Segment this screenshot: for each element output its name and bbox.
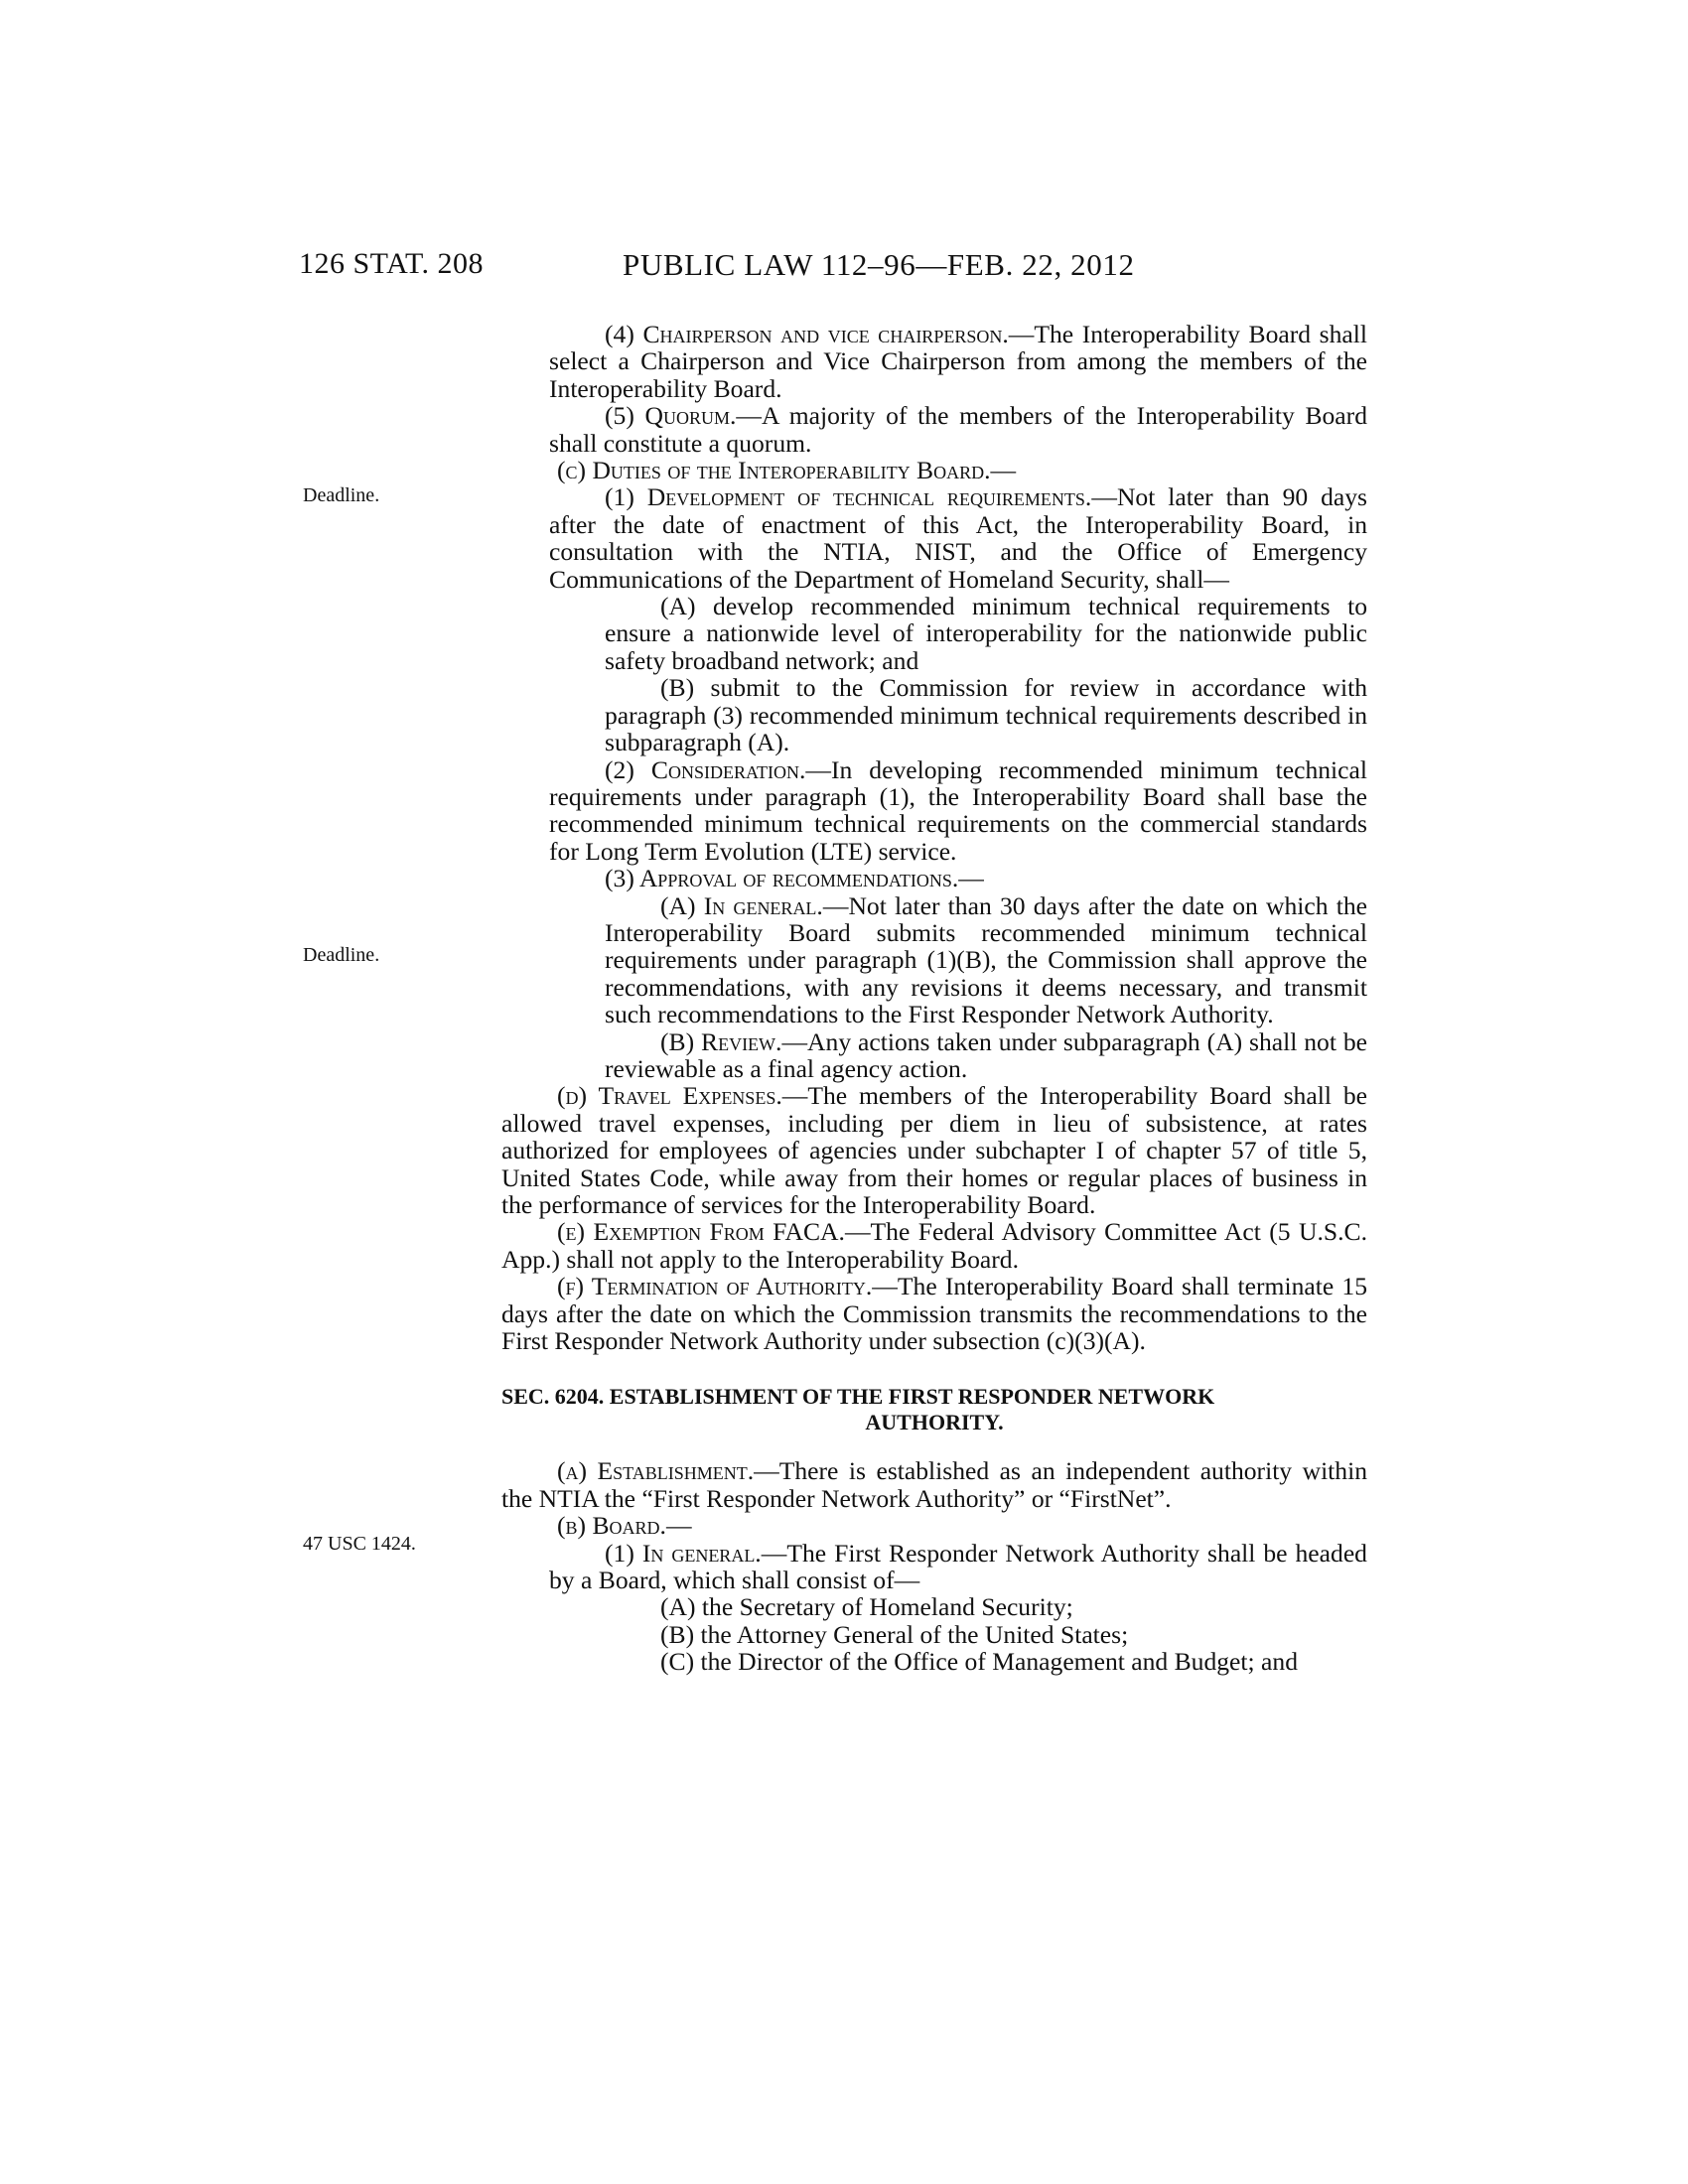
section-title: SEC. 6204. ESTABLISHMENT OF THE FIRST RESPONDER NETWORK: [501, 1384, 1215, 1410]
subsection-heading: (d) Travel Expenses.: [557, 1081, 782, 1111]
board-member-secretary: (A) the Secretary of Homeland Security;: [660, 1592, 1073, 1622]
paragraph-heading: (A) In general.: [660, 890, 823, 920]
margin-note-deadline: Deadline.: [303, 484, 380, 506]
subsection-termination: [501, 1273, 1367, 1354]
section-title-continued: AUTHORITY.: [865, 1410, 1004, 1435]
paragraph-consideration: [549, 756, 1367, 866]
margin-note-deadline: Deadline.: [303, 944, 380, 966]
paragraph-heading: (1) In general.: [605, 1538, 762, 1568]
board-member-omb-director: (C) the Director of the Office of Management and Budget; and: [660, 1647, 1298, 1677]
paragraph-text: —The First Responder Network Authority shall be headed by a Board, which shall consist of—: [549, 1538, 1367, 1595]
subsection-exemption-faca: [501, 1218, 1367, 1273]
subsection-heading: (a) Establishment.: [557, 1456, 755, 1486]
paragraph-text: —Any actions taken under subparagraph (A) shall not be reviewable as a final agency action.: [605, 1026, 1367, 1083]
margin-note-usc-citation: 47 USC 1424.: [303, 1533, 416, 1555]
section-6204-heading: [501, 1384, 1367, 1435]
paragraph-text: —: [958, 864, 984, 893]
subsection-establishment: [501, 1457, 1367, 1512]
paragraph-text: —A majority of the members of the Interoperability Board shall constitute a quorum.: [549, 401, 1367, 458]
paragraph-text: —There is established as an independent authority within the NTIA the “First Responder Network Authority” or “FirstNet”.: [501, 1456, 1368, 1513]
subsection-board: [501, 1512, 1367, 1539]
subsection-heading: (c) Duties of the Interoperability Board.: [557, 456, 991, 485]
subsection-duties: [501, 457, 1367, 483]
board-member-attorney-general: (B) the Attorney General of the United States;: [660, 1619, 1129, 1649]
subparagraph-b-submit: (B) submit to the Commission for review in accordance with paragraph (3) recommended minimum technical requirements described in subparagraph (A).: [605, 673, 1367, 757]
paragraph-text: —The Interoperability Board shall select a Chairperson and Vice Chairperson from among the members of the Interoperability Board.: [549, 320, 1367, 403]
paragraph-text: —The Federal Advisory Committee Act (5 U.S.C. App.) shall not apply to the Interoperability Board.: [501, 1217, 1367, 1274]
statute-body-text: [501, 321, 1367, 1676]
paragraph-heading: (3) Approval of recommendations.: [605, 864, 959, 893]
paragraph-heading: (B) Review.: [660, 1026, 782, 1056]
statute-page-number: 126 STAT. 208: [299, 247, 485, 280]
paragraph-board-in-general: [549, 1540, 1367, 1594]
paragraph-heading: (5) Quorum.: [605, 401, 737, 431]
paragraph-text: —: [990, 456, 1017, 485]
public-law-header: PUBLIC LAW 112–96—FEB. 22, 2012: [623, 247, 1135, 282]
paragraph-approval: [549, 865, 1367, 891]
paragraph-heading: (2) Consideration.: [605, 754, 806, 784]
paragraph-technical-requirements: [549, 483, 1367, 593]
subparagraph-review: [605, 1028, 1367, 1083]
paragraph-heading: (4) Chairperson and vice chairperson.: [605, 320, 1009, 348]
subsection-heading: (b) Board.: [557, 1511, 666, 1541]
paragraph-quorum: [549, 402, 1367, 457]
subsection-heading: (e) Exemption From FACA.: [557, 1217, 845, 1247]
paragraph-text: —Not later than 90 days after the date of enactment of this Act, the Interoperability Board, in consultation with the NTIA, NIST, and the Office of Emergency Communications of the Department of Homeland Security, shall—: [549, 482, 1367, 594]
paragraph-text: —The members of the Interoperability Board shall be allowed travel expenses, including per diem in lieu of subsistence, at rates authorized for employees of agencies under subchapter I of chapter 57 of title 5, United States Code, while away from their homes or regular places of business in the performance of services for the Interoperability Board.: [501, 1081, 1367, 1219]
paragraph-text: —In developing recommended minimum technical requirements under paragraph (1), the Interoperability Board shall base the recommended minimum technical requirements on the commercial standards for Long Term Evolution (LTE) service.: [549, 754, 1367, 866]
paragraph-text: —The Interoperability Board shall terminate 15 days after the date on which the Commission transmits the recommendations to the First Responder Network Authority under subsection (c)(3)(A).: [501, 1272, 1367, 1356]
paragraph-text: —Not later than 30 days after the date on which the Interoperability Board submits recommended minimum technical requirements under paragraph (1)(B), the Commission shall approve the recommendations, with any revisions it deems necessary, and transmit such recommendations to the First Responder Network Authority.: [605, 890, 1368, 1029]
subparagraph-a-develop: (A) develop recommended minimum technical requirements to ensure a nationwide level of interoperability for the nationwide public safety broadband network; and: [605, 592, 1367, 675]
subsection-heading: (f) Termination of Authority.: [557, 1272, 873, 1301]
paragraph-text: —: [665, 1511, 692, 1541]
subsection-travel-expenses: [501, 1082, 1367, 1218]
paragraph-chairperson: [549, 321, 1367, 402]
subparagraph-in-general: [605, 892, 1367, 1028]
paragraph-heading: (1) Development of technical requirements.: [605, 482, 1092, 512]
